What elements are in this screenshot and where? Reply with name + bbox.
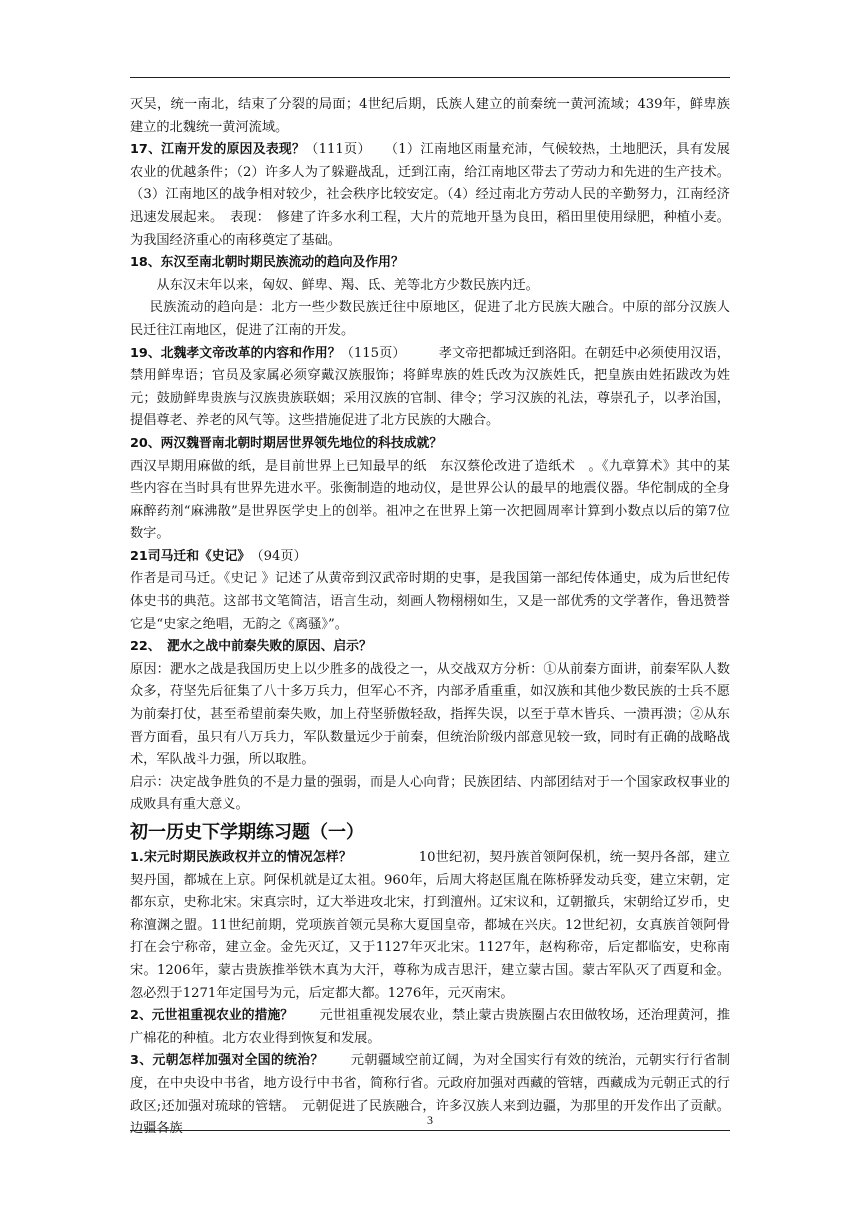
section-part-2 [130, 847, 730, 1141]
paragraph [130, 94, 730, 139]
paragraph [130, 343, 730, 433]
paragraph [130, 847, 730, 1005]
question-heading: 20、两汉魏晋南北朝时期居世界领先地位的科技成就？ [130, 435, 443, 451]
answer-text: 从东汉末年以来，匈奴、鲜卑、羯、氐、羌等北方少数民族内迁。 [156, 277, 539, 293]
page-number: 3 [427, 1113, 433, 1127]
paragraph [130, 252, 730, 275]
page-reference: （111页） [305, 142, 365, 158]
page-reference: （115页） [340, 345, 399, 361]
answer-text: 西汉早期用麻做的纸，是目前世界上已知最早的纸 东汉蔡伦改进了造纸术 。《九章算术》其中的某些内容在当时具有世界先进水平。张衡制造的地动仪，是世界公认的最早的地震仪器。华佗制成的全身麻醉药剂“麻沸散”是世界医学史上的创举。祖冲之在世界上第一次把圆周率计算到小数点以后的第7位数字。 [130, 458, 730, 542]
question-heading: 21司马迁和《史记》 [130, 548, 244, 564]
paragraph [130, 139, 730, 252]
question-heading: 3、元朝怎样加强对全国的统治？ [130, 1053, 324, 1069]
answer-text: 灭吴，统一南北，结束了分裂的局面；4世纪后期，氐族人建立的前秦统一黄河流域；439年，鲜卑族建立的北魏统一黄河流域。 [130, 97, 730, 135]
paragraph [130, 568, 730, 636]
question-heading: 22、 淝水之战中前秦失败的原因、启示？ [130, 639, 372, 655]
paragraph [130, 297, 730, 342]
paragraph [130, 772, 730, 817]
header-rule [130, 77, 730, 78]
question-heading: 18、东汉至南北朝时期民族流动的趋向及作用？ [130, 255, 404, 271]
answer-text: 10世纪初，契丹族首领阿保机，统一契丹各部，建立契丹国，都城在上京。阿保机就是辽太祖。960年，后周大将赵匡胤在陈桥驿发动兵变，建立宋朝，定都东京，史称北宋。宋真宗时，辽大举进攻北宋，打到澶州。辽宋议和，辽朝撤兵，宋朝给辽岁币，史称澶渊之盟。11世纪前期，党项族首领元昊称大夏国皇帝，都城在兴庆。12世纪初，女真族首领阿骨打在会宁称帝，建立金。金先灭辽，又于1127年灭北宋。1127年，赵构称帝，后定都临安，史称南宋。1206年，蒙古贵族推举铁木真为大汗，尊称为成吉思汗，建立蒙古国。蒙古军队灭了西夏和金。忽必烈于1271年定国号为元，后定都大都。1276年，元灭南宋。 [130, 850, 731, 1001]
answer-text: 原因：淝水之战是我国历史上以少胜多的战役之一，从交战双方分析：①从前秦方面讲，前秦军队人数众多，苻坚先后征集了八十多万兵力，但军心不齐，内部矛盾重重，如汉族和其他少数民族的士兵不愿为前秦打仗，甚至希望前秦失败，加上苻坚骄傲轻敌，指挥失误，以至于草木皆兵、一溃再溃；②从东晋方面看，虽只有八万兵力，军队数量远少于前秦，但统治阶级内部意见较一致，同时有正确的战略战术，军队战斗力强，所以取胜。 [130, 661, 730, 768]
paragraph [130, 275, 730, 298]
answer-text: 启示：决定战争胜负的不是力量的强弱，而是人心向背；民族团结、内部团结对于一个国家政权事业的成败具有重大意义。 [130, 774, 730, 813]
question-heading: 19、北魏孝文帝改革的内容和作用？ [130, 345, 341, 361]
section-title: 初一历史下学期练习题（一） [130, 822, 364, 843]
paragraph [130, 433, 730, 456]
question-heading: 17、江南开发的原因及表现？ [130, 142, 306, 158]
answer-text: 作者是司马迁。《史记 》记述了从黄帝到汉武帝时期的史事，是我国第一部纪传体通史，成为后世纪传体史书的典范。这部书文笔简洁，语言生动，刻画人物栩栩如生，又是一部优秀的文学著作，鲁迅赞誉它是“史家之绝唱，无韵之《离骚》”。 [130, 571, 730, 632]
section-part-1 [130, 94, 730, 817]
paragraph [130, 456, 730, 546]
answer-text: 元世祖重视发展农业，禁止蒙古贵族圈占农田做牧场，还治理黄河，推广棉花的种植。北方农业得到恢复和发展。 [130, 1008, 731, 1046]
paragraph [130, 659, 730, 772]
footer-rule [130, 1130, 730, 1131]
paragraph [130, 636, 730, 659]
answer-text: 元朝疆域空前辽阔，为对全国实行有效的统治，元朝实行行省制度，在中央设中书省，地方设行中书省，简称行省。元政府加强对西藏的管辖，西藏成为元朝正式的行政区;还加强对琉球的管辖。 元朝促进了民族融合，许多汉族人来到边疆，为那里的开发作出了贡献。边疆各族 [130, 1053, 730, 1137]
answer-text: 孝文帝把都城迁到洛阳。在朝廷中必须使用汉语，禁用鲜卑语；官员及家属必须穿戴汉族服饰；将鲜卑族的姓氏改为汉族姓氏，把皇族由姓拓跋改为姓元；鼓励鲜卑贵族与汉族贵族联姻；采用汉族的官制、律令；学习汉族的礼法，尊崇孔子，以孝治国，提倡尊老、养老的风气等。这些措施促进了北方民族的大融合。 [130, 345, 730, 429]
answer-text: 民族流动的趋向是：北方一些少数民族迁往中原地区，促进了北方民族大融合。中原的部分汉族人民迁往江南地区，促进了江南的开发。 [130, 300, 730, 338]
paragraph [130, 546, 730, 569]
question-heading: 2、元世祖重视农业的措施？ [130, 1008, 294, 1024]
answer-text: （1）江南地区雨量充沛，气候较热，土地肥沃，具有发展农业的优越条件；（2）许多人为了躲避战乱，迁到江南，给江南地区带去了劳动力和先进的生产技术。（3）江南地区的战争相对较少，社会秩序比较安定。（4）经过南北方劳动人民的辛勤努力，江南经济迅速发展起来。 表现： 修建了许多水利工程，大片的荒地开垦为良田，稻田里使用绿肥，种植小麦。为我国经济重心的南移奠定了基础。 [130, 142, 730, 248]
question-heading: 1.宋元时期民族政权并立的情况怎样？ [130, 850, 352, 865]
document-body [130, 94, 730, 1141]
page-reference: （94页） [243, 548, 307, 564]
paragraph [130, 1005, 730, 1050]
